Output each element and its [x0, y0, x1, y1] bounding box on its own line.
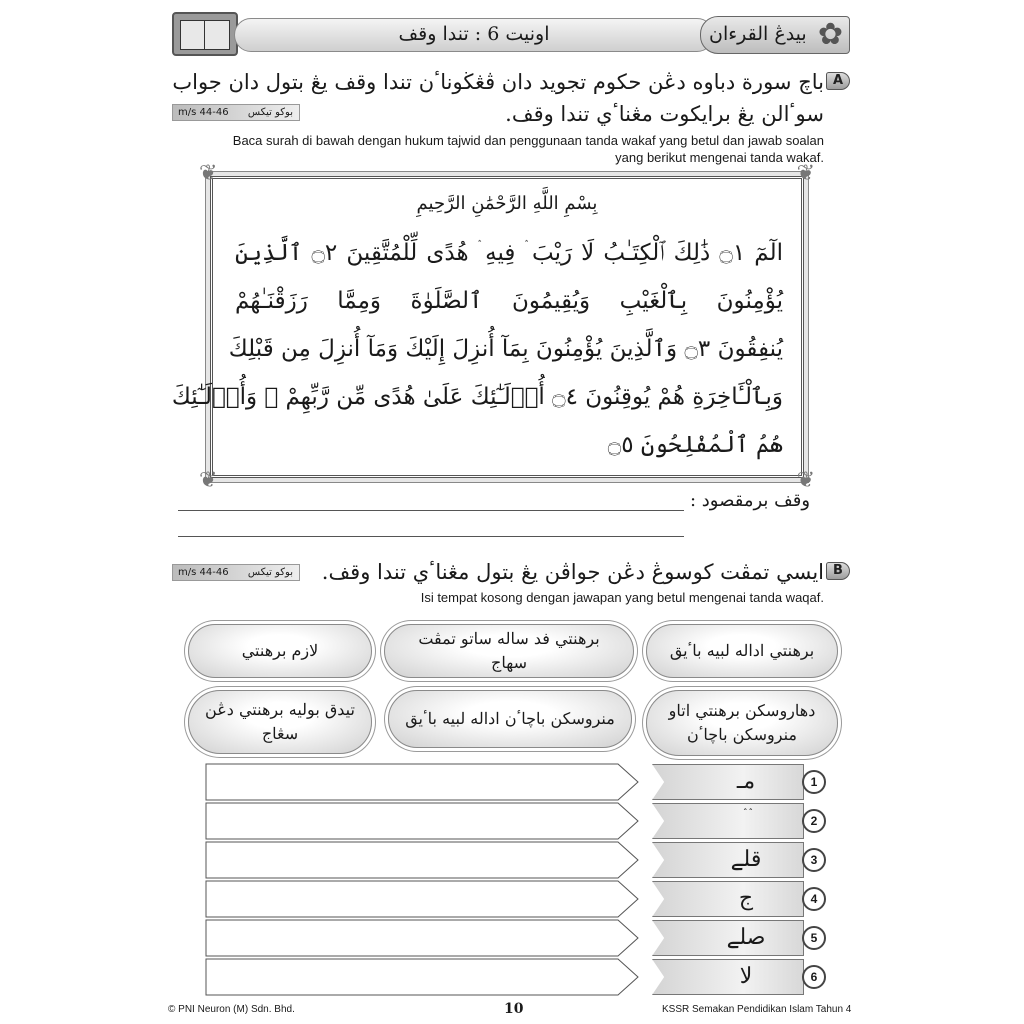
- option-cloud: برهنتي فد ساله ساتو تمڤت سهاج: [384, 624, 634, 678]
- option-cloud: منروسکن باچاٴن اداله لبيه باٴيق: [388, 690, 632, 748]
- reference-book: بوکو تيکس: [247, 107, 293, 118]
- answer-box-6[interactable]: [206, 959, 638, 995]
- answer-box-2[interactable]: [206, 803, 638, 839]
- answer-box-4[interactable]: [206, 881, 638, 917]
- section-a-rumi-instruction-1: Baca surah di bawah dengan hukum tajwid dan penggunaan tanda wakaf yang betul dan jawab soalan: [232, 133, 824, 148]
- section-a-rumi-instruction-2: yang berikut mengenai tanda wakaf.: [615, 150, 824, 165]
- section-a-badge: A: [826, 72, 850, 90]
- section-b-jawi-instruction: ايسي تمڤت کوسوڠ دڠن جواڤن يڠ بتول مڠناٴي تندا وقف.: [321, 560, 824, 584]
- verse-line: يُنفِقُونَ ۝٣ وَٱلَّذِينَ يُؤْمِنُونَ بِمَآ أُنزِلَ إِلَيْكَ وَمَآ أُنزِلَ مِن قَبْلِكَ: [228, 336, 783, 362]
- section-b-rumi-instruction: Isi tempat kosong dengan jawapan yang betul mengenai tanda waqaf.: [420, 590, 824, 605]
- verse-line: وَبِٱلْـَٔاخِرَةِ هُمْ يُوقِنُونَ ۝٤ أُو۟لَـٰٓئِكَ عَلَىٰ هُدًى مِّن رَّبِّهِمْ ۖ وَأُو۟لَـٰٓئِكَ: [171, 384, 783, 410]
- row-number: 4: [802, 887, 826, 911]
- option-cloud: تيدق بوليه برهنتي دڠن سڠاج: [188, 690, 372, 754]
- answer-box-5[interactable]: [206, 920, 638, 956]
- unit-title: اونيت 6 : تندا وقف: [398, 23, 550, 45]
- row-number: 3: [802, 848, 826, 872]
- answer-prompt: وقف برمقصود :: [690, 490, 811, 511]
- row-number: 2: [802, 809, 826, 833]
- waqf-sign: ۛ ۛ: [743, 808, 749, 833]
- page-number: 10: [504, 1001, 524, 1017]
- section-a-jawi-instruction-2: سوٴالن يڠ برايکوت مڠناٴي تندا وقف.: [505, 102, 824, 126]
- waqf-sign: صلے: [726, 925, 766, 950]
- waqf-sign: مـ: [736, 769, 756, 794]
- option-cloud: دهاروسکن برهنتي اتاو منروسکن باچاٴن: [646, 690, 838, 756]
- subject-name: بيدڠ القرءان: [709, 23, 807, 45]
- corner-ornament-icon: ❦: [199, 161, 218, 186]
- corner-ornament-icon: ❦: [796, 468, 815, 493]
- waqf-sign: قلے: [730, 847, 762, 872]
- flower-ornament-icon: ✿: [817, 17, 843, 52]
- verse-line: يُؤْمِنُونَ بِٱلْغَيْبِ وَيُقِيمُونَ ٱلصَّلَوٰةَ وَمِمَّا رَزَقْنَـٰهُمْ: [235, 288, 783, 314]
- row-number: 1: [802, 770, 826, 794]
- section-a-jawi-instruction-1: باچ سورة دباوه دڠن حکوم تجويد دان ڤڠڬوناٴن تندا وقف يڠ بتول دان جواب: [172, 70, 824, 94]
- book-title: KSSR Semakan Pendidikan Islam Tahun 4: [662, 1004, 852, 1015]
- answer-box-3[interactable]: [206, 842, 638, 878]
- section-b-badge: B: [826, 562, 850, 580]
- copyright-notice: © PNI Neuron (M) Sdn. Bhd.: [168, 1004, 295, 1015]
- reference-book: بوکو تيکس: [247, 567, 293, 578]
- row-number: 6: [802, 965, 826, 989]
- reference-pages: m/s 44-46: [178, 567, 229, 578]
- waqf-sign: ج: [738, 886, 754, 911]
- row-number: 5: [802, 926, 826, 950]
- option-cloud: لازم برهنتي: [188, 624, 372, 678]
- corner-ornament-icon: ❦: [199, 468, 218, 493]
- reference-pages: m/s 44-46: [178, 107, 229, 118]
- answer-box-1[interactable]: [206, 764, 638, 800]
- verse-line: الٓمٓ ۝١ ذَٰلِكَ ٱلْكِتَـٰبُ لَا رَيْبَ ۛ فِيهِ ۛ هُدًى لِّلْمُتَّقِينَ ۝٢ ٱلَّذِينَ: [235, 240, 783, 266]
- basmalah: بِسْمِ اللَّهِ الرَّحْمَٰنِ الرَّحِيمِ: [416, 193, 598, 214]
- verse-line: هُمُ ٱلْمُفْلِحُونَ ۝٥: [607, 432, 783, 458]
- waqf-sign: لا: [739, 964, 753, 989]
- option-cloud: برهنتي اداله لبيه باٴيق: [646, 624, 838, 678]
- corner-ornament-icon: ❦: [796, 161, 815, 186]
